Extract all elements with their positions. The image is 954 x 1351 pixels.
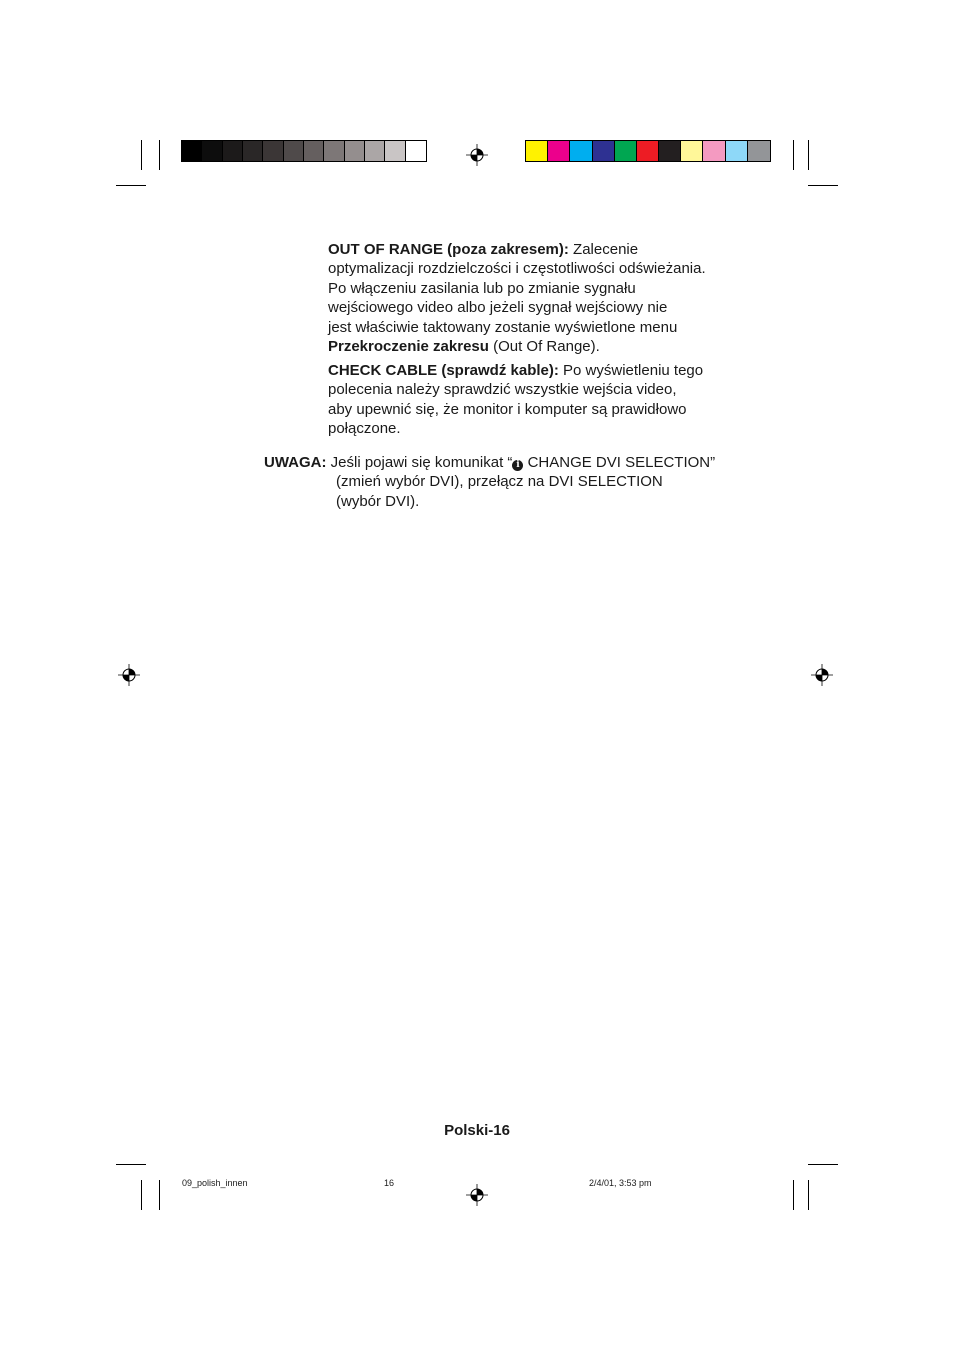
- gray-swatch-6: [284, 141, 304, 161]
- registration-target-icon-right: [811, 664, 833, 686]
- note-label: UWAGA:: [264, 454, 327, 471]
- page-number: Polski-16: [444, 1122, 510, 1139]
- slug-filename: 09_polish_innen: [182, 1178, 248, 1188]
- registration-target-icon-bottom: [466, 1184, 488, 1206]
- info-icon: i: [512, 460, 523, 471]
- gray-swatch-2: [202, 141, 222, 161]
- crop-mark-top-right-horizontal: [808, 185, 838, 186]
- color-swatch-8: [681, 141, 703, 161]
- gray-swatch-1: [182, 141, 202, 161]
- color-swatch-2: [548, 141, 570, 161]
- crop-mark-top-right-vertical-2: [808, 140, 809, 170]
- note-line3: (wybór DVI).: [336, 492, 420, 510]
- crop-mark-bottom-right-vertical: [793, 1180, 794, 1210]
- out-of-range-line2: optymalizacji rozdzielczości i częstotliwości odświeżania.: [328, 260, 706, 278]
- out-of-range-line6: (Out Of Range).: [488, 338, 600, 356]
- color-swatch-9: [703, 141, 725, 161]
- out-of-range-label: OUT OF RANGE (poza zakresem):: [328, 241, 569, 258]
- check-cable-line2: polecenia należy sprawdzić wszystkie wejścia video,: [328, 381, 677, 399]
- color-swatch-1: [526, 141, 548, 161]
- gray-swatch-7: [304, 141, 324, 161]
- registration-target-icon: [466, 144, 488, 166]
- gray-swatch-5: [263, 141, 283, 161]
- color-calibration-bar: [525, 140, 771, 162]
- gray-swatch-12: [406, 141, 426, 161]
- note-line1-pre: Jeśli pojawi się komunikat “: [326, 454, 513, 471]
- check-cable-label: CHECK CABLE (sprawdź kable):: [328, 362, 559, 379]
- crop-mark-bottom-left-horizontal: [116, 1164, 146, 1165]
- crop-mark-bottom-right-vertical-2: [808, 1180, 809, 1210]
- check-cable-line4: połączone.: [328, 420, 401, 438]
- crop-mark-top-left-vertical: [141, 140, 142, 170]
- color-swatch-7: [659, 141, 681, 161]
- check-cable-paragraph: [328, 361, 768, 439]
- color-swatch-10: [726, 141, 748, 161]
- color-swatch-6: [637, 141, 659, 161]
- gray-swatch-11: [385, 141, 405, 161]
- note-paragraph: [264, 453, 774, 511]
- color-swatch-3: [570, 141, 592, 161]
- note-line2: (zmień wybór DVI), przełącz na DVI SELECTION: [336, 473, 663, 491]
- out-of-range-line5: jest właściwie taktowany zostanie wyświetlone menu: [328, 318, 678, 336]
- gray-calibration-bar: [181, 140, 427, 162]
- out-of-range-menu-name: Przekroczenie zakresu: [328, 338, 489, 356]
- gray-swatch-10: [365, 141, 385, 161]
- crop-mark-top-left-vertical-2: [159, 140, 160, 170]
- crop-mark-bottom-left-vertical-2: [159, 1180, 160, 1210]
- color-swatch-11: [748, 141, 770, 161]
- slug-page: 16: [384, 1178, 395, 1188]
- check-cable-line1: Po wyświetleniu tego: [558, 362, 704, 379]
- registration-target-icon-left: [118, 664, 140, 686]
- color-swatch-5: [615, 141, 637, 161]
- gray-swatch-4: [243, 141, 263, 161]
- note-line1-post: CHANGE DVI SELECTION”: [523, 454, 716, 471]
- out-of-range-line1: Zalecenie: [568, 241, 639, 258]
- crop-mark-top-right-vertical: [793, 140, 794, 170]
- slug-date: 2/4/01, 3:53 pm: [589, 1178, 652, 1188]
- color-swatch-4: [593, 141, 615, 161]
- check-cable-line3: aby upewnić się, że monitor i komputer są prawidłowo: [328, 400, 687, 418]
- crop-mark-bottom-right-horizontal: [808, 1164, 838, 1165]
- gray-swatch-3: [223, 141, 243, 161]
- gray-swatch-9: [345, 141, 365, 161]
- out-of-range-line4: wejściowego video albo jeżeli sygnał wejściowy nie: [328, 299, 668, 317]
- gray-swatch-8: [324, 141, 344, 161]
- crop-mark-bottom-left-vertical: [141, 1180, 142, 1210]
- out-of-range-line3: Po włączeniu zasilania lub po zmianie sygnału: [328, 279, 636, 297]
- crop-mark-top-left-horizontal: [116, 185, 146, 186]
- out-of-range-paragraph: [328, 240, 768, 356]
